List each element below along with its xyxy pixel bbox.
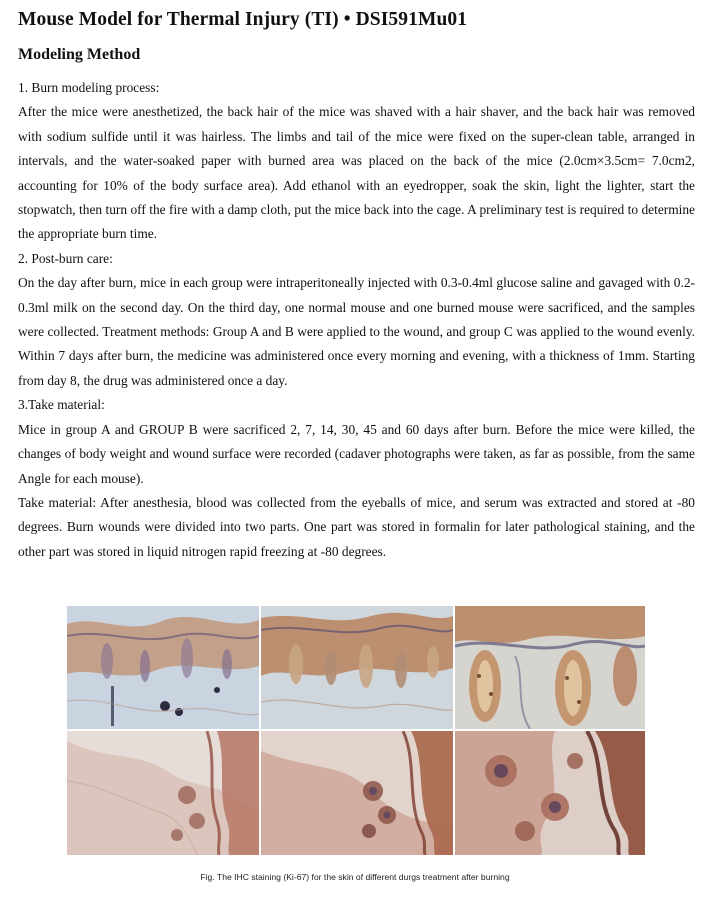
paragraph-take-material-sacrifice: Mice in group A and GROUP B were sacrificed 2, 7, 14, 30, 45 and 60 days after burn. Before the mice were killed, the changes of body weight and wound surface were recorded (cadaver photographs were taken, as far as possible, from the same Angle for each mouse). bbox=[18, 421, 695, 486]
micrograph-image bbox=[67, 731, 259, 855]
ihc-panel-top-right bbox=[455, 606, 645, 729]
paragraph-take-material-sampling: Take material: After anesthesia, blood was collected from the eyeballs of mice, and serum was extracted and stored at -80 degrees. Burn wounds were divided into two parts. One part was stored in formalin for later pathological staining, and the other part was stored in liquid nitrogen rapid freezing at -80 degrees. bbox=[18, 494, 695, 559]
ihc-panel-bottom-middle bbox=[261, 731, 453, 855]
micrograph-image bbox=[67, 606, 259, 729]
ihc-panel-bottom-right bbox=[455, 731, 645, 855]
micrograph-image bbox=[455, 606, 645, 729]
step-heading-post-burn-care: 2. Post-burn care: bbox=[18, 250, 113, 266]
ihc-panel-top-middle bbox=[261, 606, 453, 729]
micrograph-image bbox=[261, 606, 453, 729]
micrograph-image bbox=[455, 731, 645, 855]
step-heading-take-material: 3.Take material: bbox=[18, 397, 105, 413]
section-heading: Modeling Method bbox=[18, 46, 141, 63]
paragraph-post-burn-care: On the day after burn, mice in each group were intraperitoneally injected with 0.3-0.4ml glucose saline and gavaged with 0.2-0.3ml milk on the second day. On the third day, one normal mouse and one burned mouse were sacrificed, and the samples were collected. Treatment methods: Group A and B were applied to the wound, and group C was applied to the wound evenly. Within 7 days after burn, the medicine was administered once every morning and evening, with a thickness of 1mm. Starting from day 8, the drug was administered once a day. bbox=[18, 275, 695, 388]
step-heading-burn-modeling: 1. Burn modeling process: bbox=[18, 80, 160, 95]
ihc-figure bbox=[67, 606, 645, 857]
ihc-panel-top-left bbox=[67, 606, 259, 729]
paragraph-burn-modeling: After the mice were anesthetized, the back hair of the mice was shaved with a hair shaver, and the back hair was removed with sodium sulfide until it was hairless. The limbs and tail of the mice were fixed on the super-clean table, arranged in intervals, and the water-soaked paper with burned area was placed on the back of the mice (2.0cm×3.5cm= 7.0cm2, accounting for 10% of the body surface area). Add ethanol with an eyedropper, soak the skin, light the lighter, start the stopwatch, then turn off the fire with a damp cloth, put the mice back into the cage. A preliminary test is required to determine the appropriate burn time. bbox=[18, 104, 695, 242]
document-title: Mouse Model for Thermal Injury (TI) • DSI591Mu01 bbox=[18, 9, 468, 30]
ihc-panel-bottom-left bbox=[67, 731, 259, 855]
body-text bbox=[18, 76, 695, 564]
micrograph-image bbox=[261, 731, 453, 855]
figure-caption: Fig. The IHC staining (Ki-67) for the skin of different durgs treatment after burning bbox=[200, 872, 510, 882]
